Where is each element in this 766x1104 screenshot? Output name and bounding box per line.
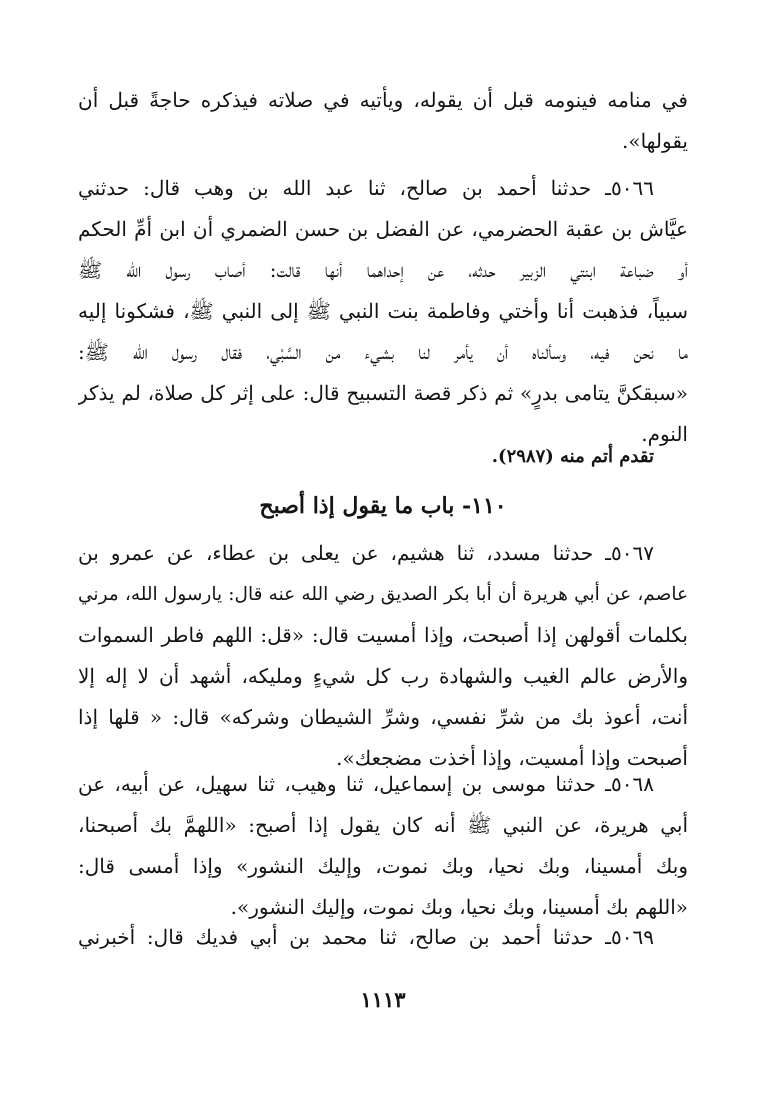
- text-line: أو ضباعة ابنتي الزبير حدثه، عن إحداهما أنها قالت: أصاب رسول الله ﷺ: [78, 258, 688, 282]
- hadith-5069: [78, 917, 688, 958]
- text-line: أبي هريرة، عن النبي ﷺ أنه كان يقول إذا أصبح: «اللهمَّ بك أصبحنا،: [78, 813, 688, 837]
- text-line: والأرض عالم الغيب والشهادة رب كل شيءٍ ومليكه، أشهد أن لا إله إلا: [78, 664, 688, 688]
- paragraph-continuation: [78, 80, 688, 162]
- text-line: يقولها».: [621, 129, 688, 153]
- text-line: «سبقكنَّ يتامى بدرٍ» ثم ذكر قصة التسبيح قال: على إثر كل صلاة، لم يذكر: [78, 381, 688, 405]
- text-line: وبك أمسينا، وبك نحيا، وبك نموت، وإليك النشور» وإذا أمسى قال:: [78, 854, 688, 878]
- text-line: بكلمات أقولهن إذا أصبحت، وإذا أمسيت قال: «قل: اللهم فاطر السموات: [78, 623, 688, 647]
- hadith-5068: [78, 764, 688, 928]
- cross-reference-note: [78, 436, 688, 477]
- text-line: عاصم، عن أبي هريرة أن أبا بكر الصديق رضي الله عنه قال: يارسول الله، مرني: [78, 584, 688, 605]
- hadith-5066: [78, 168, 688, 455]
- chapter-heading: ١١٠- باب ما يقول إذا أصبح: [259, 493, 507, 519]
- text-line: ما نحن فيه، وسألناه أن يأمر لنا بشيء من السَّبْي، فقال رسول الله ﷺ:: [78, 340, 688, 364]
- page-number: ١١١٣: [360, 987, 406, 1012]
- text-line: «اللهم بك أمسينا، وبك نحيا، وبك نموت، وإليك النشور».: [230, 895, 688, 919]
- text-line: أنت، أعوذ بك من شرِّ نفسي، وشرِّ الشيطان وشركه» قال: « قلها إذا: [78, 705, 688, 729]
- text-line: عيَّاش بن عقبة الحضرمي، عن الفضل بن حسن الضمري أن ابن أمِّ الحكم: [78, 217, 688, 241]
- note-text: تقدم أتم منه (٢٩٨٧).: [491, 446, 654, 467]
- text-line: أصبحت وإذا أمسيت، وإذا أخذت مضجعك».: [336, 746, 688, 770]
- text-line: النوم.: [641, 422, 688, 446]
- text-line: سبياً، فذهبت أنا وأختي وفاطمة بنت النبي ﷺ إلى النبي ﷺ، فشكونا إليه: [78, 299, 688, 323]
- text-line: ٥٠٦٧ـ حدثنا مسدد، ثنا هشيم، عن يعلى بن عطاء، عن عمرو بن: [78, 541, 654, 565]
- text-line: ٥٠٦٦ـ حدثنا أحمد بن صالح، ثنا عبد الله بن وهب قال: حدثني: [78, 176, 654, 200]
- text-line: ٥٠٦٨ـ حدثنا موسى بن إسماعيل، ثنا وهيب، ثنا سهيل، عن أبيه، عن: [78, 772, 654, 796]
- text-line: ٥٠٦٩ـ حدثنا أحمد بن صالح، ثنا محمد بن أبي فديك قال: أخبرني: [78, 925, 654, 949]
- hadith-5067: [78, 533, 688, 779]
- text-line: في منامه فينومه قبل أن يقوله، ويأتيه في صلاته فيذكره حاجةً قبل أن: [78, 88, 688, 112]
